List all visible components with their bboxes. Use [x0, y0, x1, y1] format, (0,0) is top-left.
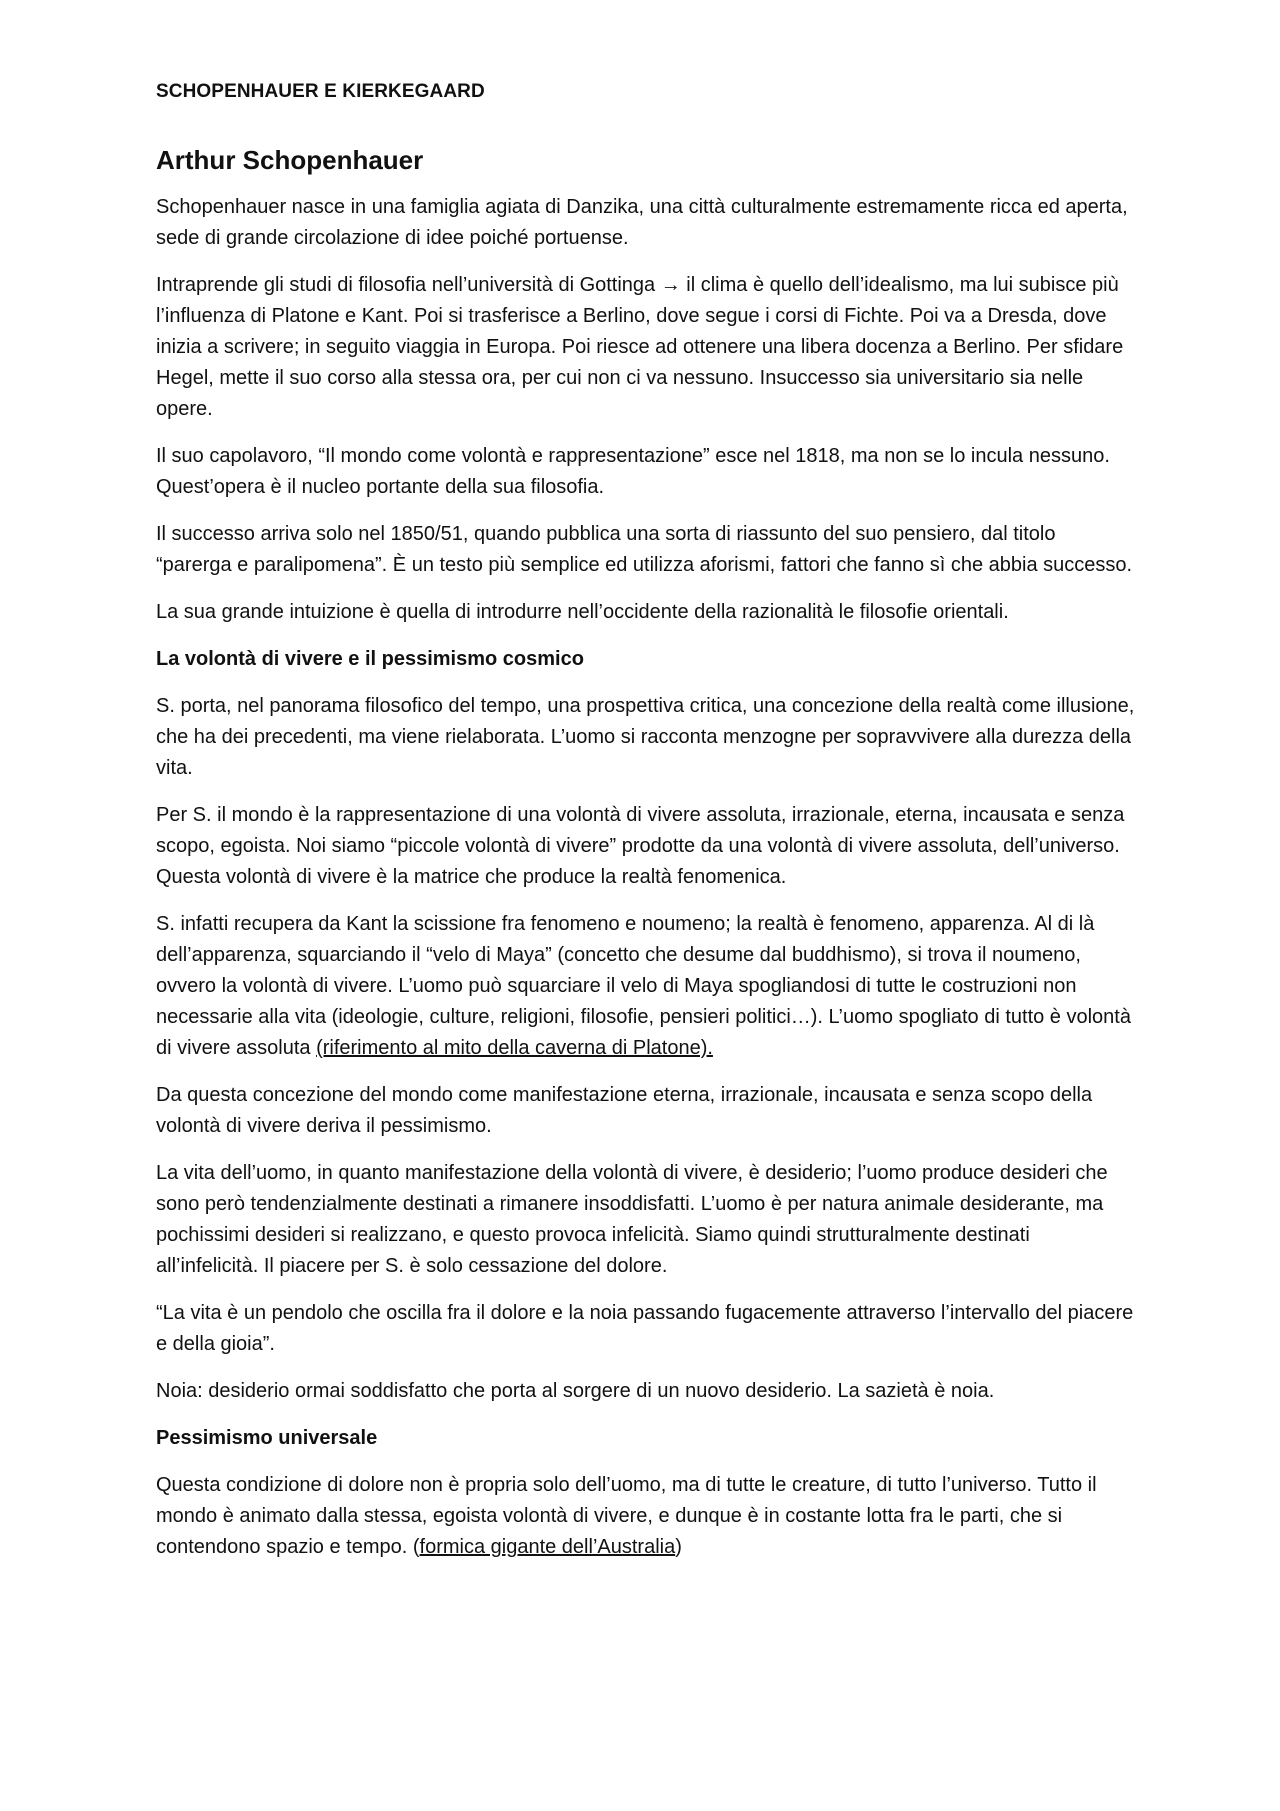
cave-myth-link[interactable]: (riferimento al mito della caverna di Platone). [316, 1037, 713, 1059]
paragraph-world-representation: Per S. il mondo è la rappresentazione di una volontà di vivere assoluta, irrazionale, eterna, incausata e senza scopo, egoista. Noi siamo “piccole volontà di vivere” prodotte da una volontà di vivere assoluta, dell’universo. Questa volontà di vivere è la matrice che produce la realtà fenomenica. [156, 804, 1125, 888]
heading-arthur-schopenhauer: Arthur Schopenhauer [156, 145, 424, 175]
universal-pain-text: Questa condizione di dolore non è propria solo dell’uomo, ma di tutte le creature, di tutto l’universo. Tutto il mondo è animato dalla stessa, egoista volontà di vivere, e dunque è in costante lotta fra le parti, che si contendono spazio e tempo. ( [156, 1474, 1097, 1558]
subheading-will-to-live: La volontà di vivere e il pessimismo cosmico [156, 648, 584, 670]
giant-ant-link[interactable]: formica gigante dell’Australia [419, 1536, 676, 1558]
paragraph-universal-pain [156, 1470, 1136, 1563]
document-page [156, 78, 1136, 1579]
closing-paren: ) [675, 1536, 682, 1558]
veil-of-maya-text: S. infatti recupera da Kant la scissione fra fenomeno e noumeno; la realtà è fenomeno, apparenza. Al di là dell’apparenza, squarciando il “velo di Maya” (concetto che desume dal buddhismo), si trova il noumeno, ovvero la volontà di vivere. L’uomo può squarciare il velo di Maya spogliandosi di tutte le costruzioni non necessarie alla vita (ideologie, culture, religioni, filosofie, pensieri politici…). L’uomo spogliato di tutto è volontà di vivere assoluta [156, 913, 1131, 1059]
paragraph-desire: La vita dell’uomo, in quanto manifestazione della volontà di vivere, è desiderio; l’uomo produce desideri che sono però tendenzialmente destinati a rimanere insoddisfatti. L’uomo è per natura animale desiderante, ma pochissimi desideri si realizzano, e questo provoca infelicità. Siamo quindi strutturalmente destinati all’infelicità. Il piacere per S. è solo cessazione del dolore. [156, 1162, 1108, 1277]
paragraph-boredom: Noia: desiderio ormai soddisfatto che porta al sorgere di un nuovo desiderio. La sazietà è noia. [156, 1380, 995, 1402]
paragraph-pessimism-origin: Da questa concezione del mondo come manifestazione eterna, irrazionale, incausata e senza scopo della volontà di vivere deriva il pessimismo. [156, 1084, 1093, 1137]
paragraph-studies: Intraprende gli studi di filosofia nell’università di Gottinga → il clima è quello dell’idealismo, ma lui subisce più l’influenza di Platone e Kant. Poi si trasferisce a Berlino, dove segue i corsi di Fichte. Poi va a Dresda, dove inizia a scrivere; in seguito viaggia in Europa. Poi riesce ad ottenere una libera docenza a Berlino. Per sfidare Hegel, mette il suo corso alla stessa ora, per cui non ci va nessuno. Insuccesso sia universitario sia nelle opere. [156, 274, 1124, 420]
paragraph-veil-of-maya [156, 909, 1136, 1064]
document-title: SCHOPENHAUER E KIERKEGAARD [156, 81, 485, 102]
paragraph-intuition: La sua grande intuizione è quella di introdurre nell’occidente della razionalità le filosofie orientali. [156, 601, 1009, 623]
paragraph-birth: Schopenhauer nasce in una famiglia agiata di Danzika, una città culturalmente estremamente ricca ed aperta, sede di grande circolazione di idee poiché portuense. [156, 196, 1128, 249]
paragraph-masterpiece: Il suo capolavoro, “Il mondo come volontà e rappresentazione” esce nel 1818, ma non se lo incula nessuno. Quest’opera è il nucleo portante della sua filosofia. [156, 445, 1110, 498]
paragraph-pendulum-quote: “La vita è un pendolo che oscilla fra il dolore e la noia passando fugacemente attraverso l’intervallo del piacere e della gioia”. [156, 1302, 1134, 1355]
paragraph-success: Il successo arriva solo nel 1850/51, quando pubblica una sorta di riassunto del suo pensiero, dal titolo “parerga e paralipomena”. È un testo più semplice ed utilizza aforismi, fattori che fanno sì che abbia successo. [156, 523, 1133, 576]
paragraph-critical-perspective: S. porta, nel panorama filosofico del tempo, una prospettiva critica, una concezione della realtà come illusione, che ha dei precedenti, ma viene rielaborata. L’uomo si racconta menzogne per sopravvivere alla durezza della vita. [156, 695, 1135, 779]
subheading-universal-pessimism: Pessimismo universale [156, 1427, 378, 1449]
